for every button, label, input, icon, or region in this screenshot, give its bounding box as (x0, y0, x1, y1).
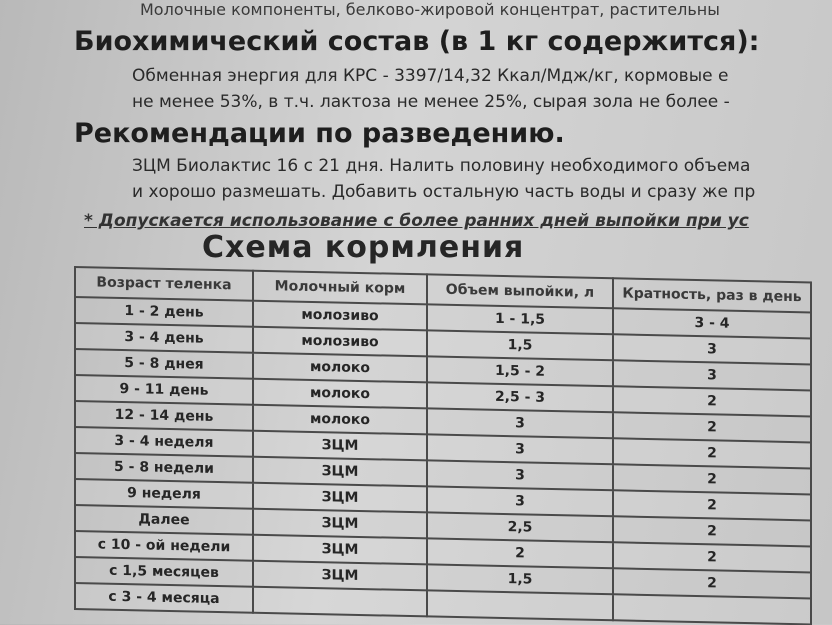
cell-frequency: 2 (613, 490, 811, 520)
cell-milk-feed: молоко (253, 379, 427, 409)
cell-milk-feed: ЗЦМ (253, 535, 427, 565)
cell-volume: 2,5 (427, 512, 613, 542)
cell-frequency: 2 (613, 542, 811, 572)
cell-milk-feed: ЗЦМ (253, 457, 427, 487)
cell-calf-age: с 3 - 4 месяца (75, 583, 253, 613)
header-frequency: Кратность, раз в день (613, 278, 811, 312)
cell-volume: 2 (427, 538, 613, 568)
cell-volume: 1,5 - 2 (427, 356, 613, 386)
cell-calf-age: с 1,5 месяцев (75, 557, 253, 587)
biochemical-heading: Биохимический состав (в 1 кг содержится): (74, 26, 760, 57)
cell-frequency: 3 - 4 (613, 308, 811, 338)
cell-milk-feed: молозиво (253, 301, 427, 331)
cell-volume: 3 (427, 408, 613, 438)
cell-milk-feed: ЗЦМ (253, 483, 427, 513)
biochemical-text-line-1: Обменная энергия для КРС - 3397/14,32 Ккал/Мдж/кг, кормовые е (132, 66, 729, 86)
cell-frequency: 2 (613, 464, 811, 494)
footnote: * Допускается использование с более ранних дней выпойки при ус (84, 211, 749, 231)
biochemical-text-line-2: не менее 53%, в т.ч. лактоза не менее 25%, сырая зола не более - (132, 92, 730, 112)
cell-frequency: 2 (613, 438, 811, 468)
cell-calf-age: 5 - 8 недели (75, 453, 253, 483)
cell-milk-feed: ЗЦМ (253, 561, 427, 591)
cell-frequency (613, 594, 811, 624)
cell-milk-feed: ЗЦМ (253, 509, 427, 539)
cell-calf-age: 3 - 4 день (75, 323, 253, 353)
cell-frequency: 2 (613, 568, 811, 598)
header-milk-feed: Молочный корм (253, 271, 427, 305)
table-title: Схема кормления (202, 230, 525, 265)
cell-volume: 3 (427, 460, 613, 490)
cell-frequency: 3 (613, 334, 811, 364)
recommendations-text-line-1: ЗЦМ Биолактис 16 с 21 дня. Налить половину необходимого объема (132, 156, 751, 176)
feeding-schedule-table (74, 266, 812, 625)
cell-calf-age: Далее (75, 505, 253, 535)
cell-milk-feed: молоко (253, 353, 427, 383)
header-volume: Объем выпойки, л (427, 274, 613, 308)
recommendations-heading: Рекомендации по разведению. (74, 118, 565, 149)
cell-frequency: 3 (613, 360, 811, 390)
cell-calf-age: с 10 - ой недели (75, 531, 253, 561)
cell-milk-feed (253, 587, 427, 617)
cell-frequency: 2 (613, 386, 811, 416)
cell-calf-age: 9 неделя (75, 479, 253, 509)
cell-frequency: 2 (613, 412, 811, 442)
cell-frequency: 2 (613, 516, 811, 546)
cell-calf-age: 12 - 14 день (75, 401, 253, 431)
cell-volume: 2,5 - 3 (427, 382, 613, 412)
cell-volume: 3 (427, 434, 613, 464)
cell-volume: 3 (427, 486, 613, 516)
cell-calf-age: 5 - 8 днея (75, 349, 253, 379)
cell-volume: 1,5 (427, 564, 613, 594)
header-calf-age: Возраст теленка (75, 267, 253, 301)
cell-milk-feed: молозиво (253, 327, 427, 357)
cell-calf-age: 3 - 4 неделя (75, 427, 253, 457)
cell-calf-age: 1 - 2 день (75, 297, 253, 327)
cell-calf-age: 9 - 11 день (75, 375, 253, 405)
cell-milk-feed: молоко (253, 405, 427, 435)
cell-volume: 1,5 (427, 330, 613, 360)
cell-volume: 1 - 1,5 (427, 304, 613, 334)
recommendations-text-line-2: и хорошо размешать. Добавить остальную часть воды и сразу же пр (132, 182, 756, 202)
intro-text-line: Молочные компоненты, белково-жировой концентрат, растительны (140, 0, 720, 19)
cell-volume (427, 590, 613, 620)
cell-milk-feed: ЗЦМ (253, 431, 427, 461)
